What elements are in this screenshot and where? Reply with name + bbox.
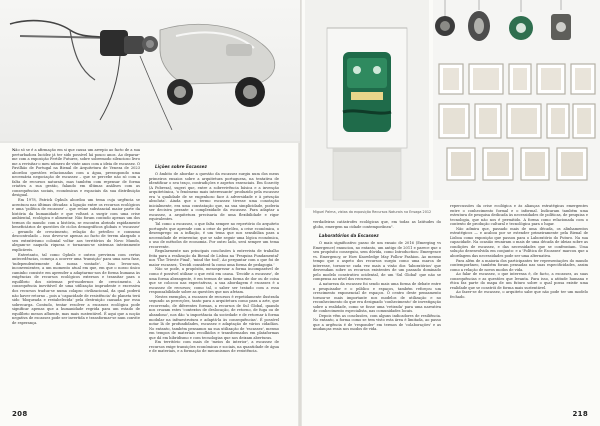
left-page-column-1 bbox=[12, 148, 140, 325]
right-page-column-2 bbox=[450, 204, 588, 299]
vitrine-image bbox=[305, 0, 429, 208]
right-page-column-1 bbox=[313, 220, 441, 332]
installation-photo-scooter bbox=[0, 0, 300, 143]
body-paragraph: Não se pode, a propósito, menosprezar a forma incomparável de como é possível utilizar o que está em causa. 'Decidir a escassez', de uma forma abrangente, é em termos de uma forma de dor ou de coisa que se colocou nas expectativas, a sua abordagem é escassez é a escassez de recursos; como tal, o saber ser tratado com a essa responsabilidade sobre as questões que nos afetam. bbox=[149, 267, 279, 295]
body-paragraph: repercussões da crise ecológica e às alianças estratégicas emergentes entre o conhecimento formal e o informal. Indicaram também uma estrutura de pesquisa dedicada às necessidades de políticas, de pesquisa e tecnologia, que não nos é permitido. A forma como relacionada com o contexto de produção cultural e tecnológica para o lugar. bbox=[450, 204, 588, 227]
page-number-right: 218 bbox=[572, 410, 588, 418]
gallery-wall-image bbox=[433, 0, 600, 200]
body-paragraph: Tal como a escassez, o que falta sempre no repertório do arquiteto português que aprende com a crise do petróleo, a crise económica, o desemprego ou a inflação, é um tema que nos sensibiliza para a necessidade de reinventar, que se sabe seguir uma lógica económica, o uso de métodos de economia. Por outro lado, será sempre um tema recorrente. bbox=[149, 222, 279, 249]
body-paragraph: Não só se é a afirmação em si que causa um arrepio ao facto de a sua perturbadora lucidez já ter sido possível há pouco anos. Ao deparar-me com a exposição Fertile Futures, sobre sobremodo silencioso livro me a revisitar o meu número de vinte anos com a ideia de escassez. O Pavilhão de Portugal na Bienal de Arquitetura de Veneza de 2023 abordou questões relacionadas com a água, pressupondo uma necessária negociação de escassez – que se percebe não só com a falta de recursos naturais, mas também com repensar de forma criativa a sua gestão, falando em últimas análises com as consequências sociais, económicas e espaciais da sua distribuição desigual. bbox=[12, 148, 140, 198]
section-heading: Lições sobre Escassez bbox=[155, 164, 207, 169]
scooter-installation-image bbox=[0, 0, 300, 143]
body-paragraph: Ao fazer-se de escassez, o arquiteto sabe que não pode ter um modelo fechado. bbox=[450, 290, 588, 299]
page-number-left: 208 bbox=[12, 410, 28, 418]
body-paragraph: Entretanto, tal como Ophuls e outros previram com certas antecedências, começa a ocorrer uma 'transição' para uma nova fase, 'independentemente da nossa vontade'. Isso levou-nos, inconvenientes, a um momento atual em que, em que o nosso único caminho consiste em aprender a adaptarmo-nos de forma humana às exigências de recursos ecológicos externos e transitar para o equilíbrio dos sistemas pré-modernos de crescimento. A consequência inevitável de uma utilização imprudente e excessiva dos recursos traduz-se numa colapso civilizacional, da qual poderá não haver retorno – pois a 'capacidade de resistência' do planeta terá sido 'bloqueada e restabelecida' pela destruição causada por essa sobrecarga. Contudo, tentar resolver a escassez ecológica pode significar apenas que a humanidade regrida para um estado de equilíbrio menos afluente, mas mais sustentável. É aqui que a noção negativa de escassez pode ser invertida e transformar-se num convite de esperança. bbox=[12, 252, 140, 325]
body-paragraph: Regularmente nas principais conclusões à entrevista de trabalho feita para a realização da Bienal de Lisboa na 'Pesquisa Fundamental' nos 'The Trieste Final', 'mind the tool', Ao perguntar com o que foi de maior escassez, 'Decidi considerá-la como uma forma de pedagogia.' bbox=[149, 249, 279, 267]
installation-photo-vitrine bbox=[305, 0, 429, 208]
body-paragraph: O âmbito de abordar a questão da escassez surgiu num dos meus primeiros ensaios sobre a arquitetura portuguesa, na tentativa de identificar o seu traço, contradições e aspetos essenciais. Em Scarcity (A Pobreza), sugeri que, entre a sobrevivência básica e a invenção arquitetónica, 'o fenómeno mais interessante' produzido pela escassez era 'a qualidade de se engenhoso face à adversidade e à privação absoluta'. Ainda que o termo escassez tivesse uma conotação inicialmente, era uma constatação que, na sua simplicidade, poderia ser decisiva perante a complexidade da escassez. Para adaptar a escassez, a arquitetura precisaria de uma flexibilidade e rigor equivalentes. bbox=[149, 172, 279, 222]
body-paragraph: Não admira que, passado mais de uma década, os alinhamentos estratégicos — e acabou por se estender primeiramente pela Bienal de Lisboa como exposição que passou para o Laboratório do Futuro. Na sua capacidade. Na ocasião reuniram o mais de uma década de ideias sobre as condições de escassez, e das necessidades que se confrontam. Uma solução desenvolvida em conjunto: e a 'Política de Escassez' marcou que a abordagem das necessidades pode ser uma alternativa. bbox=[450, 226, 588, 259]
body-paragraph: Em 1978, Patrick Ophuls abordou um tema cuja urgência se acentuou nas últimas décadas: a ligação entre os recursos ecológicos e uma 'política de escassez' – que reúne substancial maior parte da história da humanidade e que voltará a surgir com uma crise ambiental, ecológica e alimentar. Não foram contudo apenas um dos termos do mundo: com a história, se encontra abrindo rapidamente beneficiários de questões de ciclos demográficos globais e 'escassez' – gerando de crescimento, relação do petróleo e consumo descontrolado – isso deveu-se apenas ao facto de terem alargado o seu extrativismo colonial voltar aos territórios do Novo Mundo, alegam-se naquela riqueza e tornaram-se sistemas inteiramente explicáveis. bbox=[12, 198, 140, 253]
body-paragraph: Ao falar de escassez, o que interessa é, de facto, a escassez, as suas consequências e as questões que levanta. Para isso, a atitude humana e ética faz parte do mapa de um futuro sobre o qual possa existir uma realidade que se constrói de forma mais sustentável. bbox=[450, 272, 588, 290]
installation-photo-gallery bbox=[433, 0, 600, 200]
photo-caption: Miguel Palma, vistas da exposição Recursos Naturais na Ensaga 2012 bbox=[313, 210, 432, 214]
body-paragraph: Nestes exemplos, a escassez de recursos é repetidamente ilustrada segundo as perceções, tanto para a arquitetura como para a arte, que recorrendo, de diferentes formas, a recursos de Sul Global, quando nos cruzam estes 'contextos de deslocação, de retorno, de fuga ou de abandono', nos dão 'a importância da sociedade e de retornar à forma modular na infraestrutura e adaptá-la às consequências'. É possível notar lá de profundidades, escassez e adaptação de vários cidadãos. No entanto, também pensamos na sua utilização de 'escassez', mesmo em tempos de materiais recolhidos e transformados em plataformas que dá em hibridismo e com tecnologias que nos deixam aberturas. bbox=[149, 294, 279, 340]
body-paragraph: Depois vêm as conclusões, com alguns indicadores de resiliência. No entanto, a forma como se tem visto esta área é limitada, ao passo que a urgência é de 'responder' em termos de 'colaborações' e as mudanças reais nos modos de vida. bbox=[313, 313, 441, 332]
body-paragraph: verdadeiras catástrofes ecológicas que, em todas as latitudes do globo, emergem na cidade contemporânea". bbox=[313, 220, 441, 229]
body-paragraph: Em território com mais de 'meios do interior', a escassez de recursos exige transições económicas e sociais, na quantidade de água e de materiais, e a formação de mecanismos de resistência. bbox=[149, 340, 279, 354]
body-paragraph: O mais significativo passo de um ensaio de 2016 (Emerging vs Emergence) enunciou, no entanto, um antigo de 2011 e parece que o seu propósito conseguiu, sem dúvida, como Introduction: Emergence vs. Emergency, or How Knowledge May Follow Fashion. Ao mesmo tempo que o aspeto dos recursos surgiu como uma marca de interesse, tornou-se cada vez mais a visão dos 'laboratórios' que desvendam sobre os recursos existentes de um passado dominado pelo modelo construtivo ocidental, de um 'Sul Global' que não se compensa ao nível dos recursos. bbox=[313, 241, 441, 282]
section-heading: Laboratórios da Escassez bbox=[319, 233, 379, 239]
body-paragraph: Para além de a maioria dos participantes ter representações do mundo contemporâneo, também foram pensadas nas suas especificidades, assim como a relação de novos modos de vida. bbox=[450, 258, 588, 272]
body-paragraph: A natureza da escassez foi sendo mais uma forma de debate entre o pesquisador e o público e espaços, também reforçou um crescimento exponencial de espaços. O centro deste pensamento tornou-se mais importante nos modelos de utilização e no reconhecimento do que era designado 'conhecimento' de investigação sobre a realidade, como se fosse uma 'retirada' para uma narrativa de conhecimento especialista, nas comunidades locais. bbox=[313, 282, 441, 314]
left-page-column-2 bbox=[149, 148, 279, 354]
